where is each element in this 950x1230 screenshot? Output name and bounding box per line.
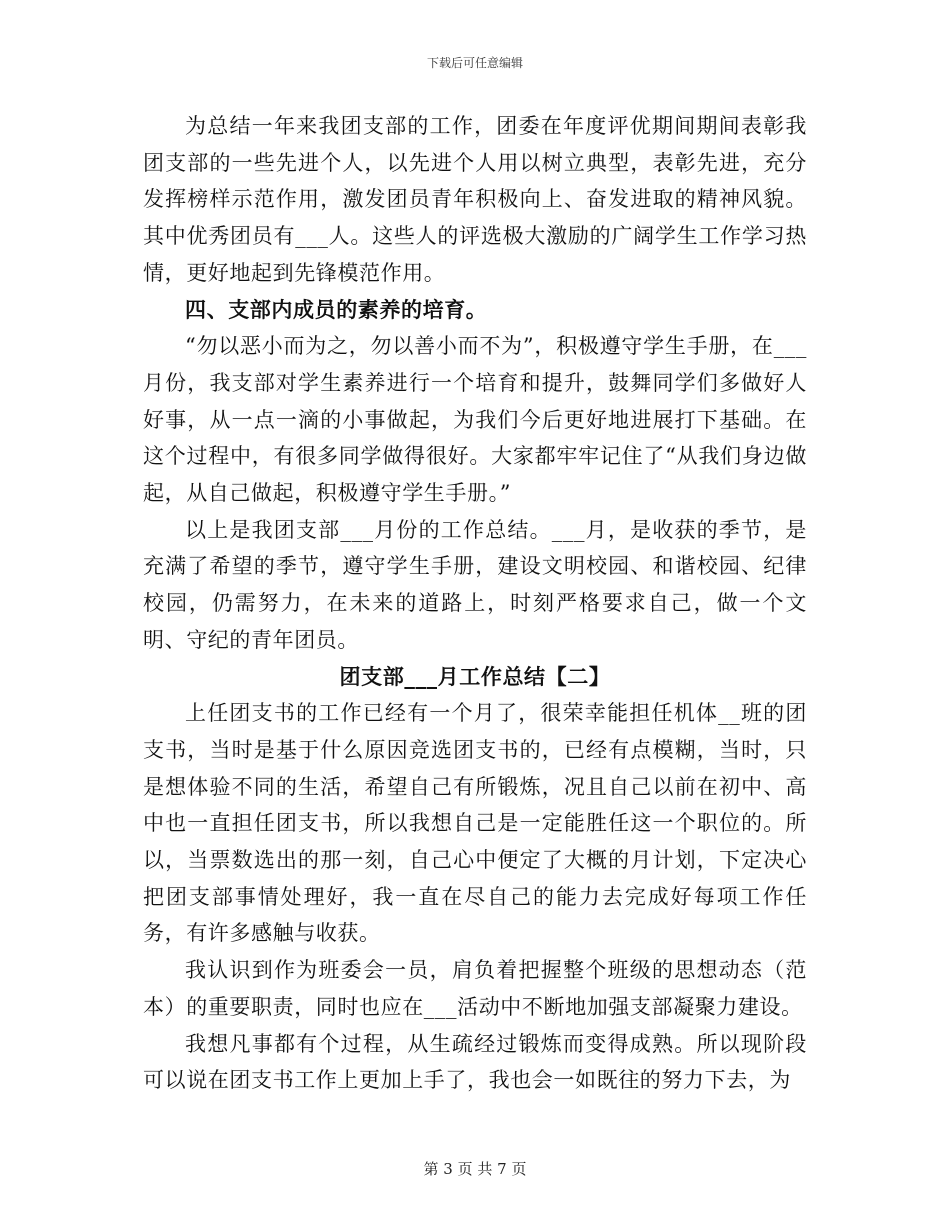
paragraph-responsibility: 我认识到作为班委会一员，肩负着把握整个班级的思想动态（范本）的重要职责，同时也应在___活动中不断地加强支部凝聚力建设。: [143, 958, 807, 1019]
document-title-2: 团支部___月工作总结【二】: [339, 663, 611, 689]
paragraph-cultivation: “勿以恶小而为之，勿以善小而不为”，积极遵守学生手册，在___月份，我支部对学生素养进行一个培育和提升，鼓舞同学们多做好人好事，从一点一滴的小事做起，为我们今后更好地进展打下基础。在这个过程中，有很多同学做得很好。大家都牢牢记住了“从我们身边做起，从自己做起，积极遵守学生手册。”: [143, 334, 807, 506]
document-body: [143, 108, 807, 1099]
paragraph-conclusion: 以上是我团支部___月份的工作总结。___月，是收获的季节，是充满了希望的季节，遵守学生手册，建设文明校园、和谐校园、纪律校园，仍需努力，在未来的道路上，时刻严格要求自己，做一个文明、守纪的青年团员。: [143, 517, 807, 652]
paragraph-process: 我想凡事都有个过程，从生疏经过锻炼而变得成熟。所以现阶段可以说在团支书工作上更加上手了，我也会一如既往的努力下去，为: [143, 1031, 807, 1093]
page-number: 第 3 页 共 7 页: [423, 1160, 527, 1178]
section-heading-4: 四、支部内成员的素养的培育。: [185, 296, 488, 322]
paragraph-summary: 为总结一年来我团支部的工作，团委在年度评优期间期间表彰我团支部的一些先进个人，以先进个人用以树立典型，表彰先进，充分发挥榜样示范作用，激发团员青年积极向上、奋发进取的精神风貌。其中优秀团员有___人。这些人的评选极大激励的广阔学生工作学习热情，更好地起到先锋模范作用。: [143, 114, 807, 285]
download-note: 下载后可任意编辑: [426, 56, 523, 70]
paragraph-intro: 上任团支书的工作已经有一个月了，很荣幸能担任机体__班的团支书，当时是基于什么原因竞选团支书的，已经有点模糊，当时，只是想体验不同的生活，希望自己有所锻炼，况且自己以前在初中、高中也一直担任团支书，所以我想自己是一定能胜任这一个职位的。所以，当票数选出的那一刻，自己心中便定了大概的月计划，下定决心把团支部事情处理好，我一直在尽自己的能力去完成好每项工作任务，有许多感触与收获。: [143, 701, 807, 946]
